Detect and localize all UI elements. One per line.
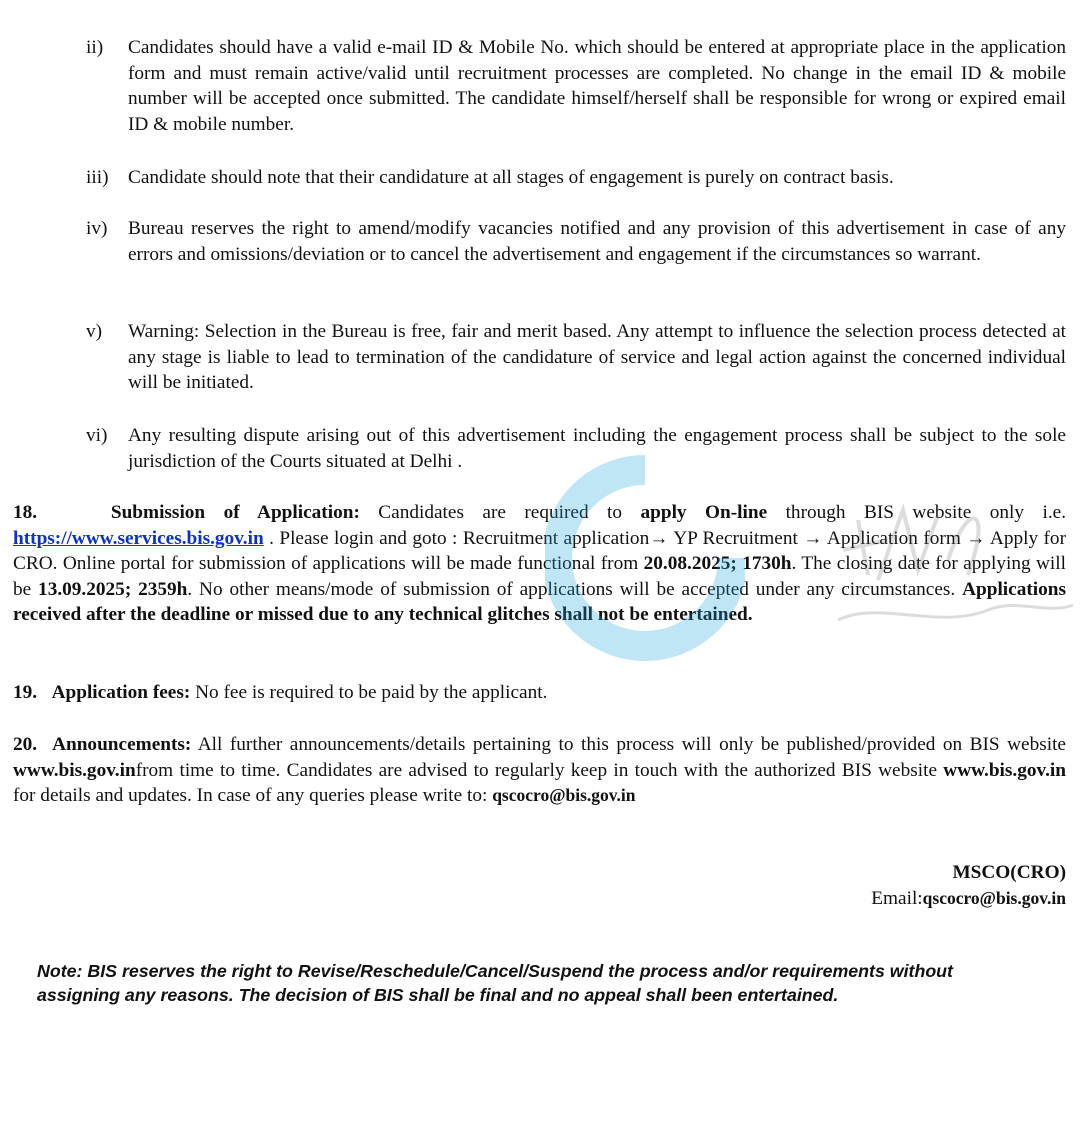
section-number: 20. — [13, 734, 38, 755]
item-text: Any resulting dispute arising out of this advertisement including the engagement process shall be subject to the sole jurisdiction of the Courts situated at Delhi . — [128, 425, 1066, 472]
item-number: iii) — [86, 167, 109, 188]
list-item-ii — [86, 35, 1066, 138]
item-number: ii) — [86, 37, 104, 58]
text-run: . The closing date for applying will be — [13, 553, 1066, 600]
item-number: vi) — [86, 425, 108, 446]
section-number: 18. — [13, 502, 38, 523]
section-20-announcements — [13, 732, 1066, 809]
item-text: Candidates should have a valid e-mail ID & Mobile No. which should be entered at appropriate place in the application form and must remain active/valid until recruitment processes are completed. No change in the email ID & mobile number will be accepted once submitted. The candidate himself/herself shall be responsible for wrong or expired email ID & mobile number. — [128, 37, 1066, 136]
item-text: Candidate should note that their candidature at all stages of engagement is purely on contract basis. — [128, 167, 894, 188]
text-run: . No other means/mode of submission of applications will be accepted under any circumstances. — [187, 578, 963, 600]
list-item-iii — [86, 165, 1066, 191]
text-run: Candidates are required to — [359, 502, 641, 523]
list-item-vi — [86, 423, 1066, 474]
section-heading: Submission of Application: — [110, 502, 360, 523]
website-text: www.bis.gov.in — [943, 759, 1066, 781]
apply-online-text: apply On-line — [640, 502, 768, 523]
text-run: No fee is required to be paid by the applicant. — [190, 682, 548, 703]
item-text: Warning: Selection in the Bureau is free, fair and merit based. Any attempt to influence the selection process detected at any stage is liable to lead to termination of the candidature of service and legal action against the concerned individual will be initiated. — [128, 321, 1066, 394]
section-number: 19. — [13, 682, 38, 703]
query-email: qscocro@bis.gov.in — [492, 785, 636, 806]
signature-block — [871, 860, 1066, 911]
text-run: . Please login and goto : Recruitment application→ YP Recruitment → Application form → Apply for CRO. Online portal for submission of applications will be made functional from — [13, 527, 1066, 575]
section-19-fees — [13, 680, 1066, 706]
section-18-submission — [13, 500, 1066, 628]
signature-designation: MSCO(CRO) — [952, 862, 1066, 883]
portal-link[interactable]: https://www.services.bis.gov.in — [13, 527, 264, 549]
text-run: from time to time. Candidates are advised to regularly keep in touch with the authorized BIS website — [135, 759, 944, 781]
text-run: All further announcements/details pertaining to this process will only be published/provided on BIS website — [191, 734, 1066, 755]
text-run: for details and updates. In case of any queries please write to: — [13, 785, 493, 807]
signature-email: qscocro@bis.gov.in — [922, 887, 1066, 908]
disclaimer-note: Note: BIS reserves the right to Revise/Reschedule/Cancel/Suspend the process and/or requirements without assigning any reasons. The decision of BIS shall be final and no appeal shall been entertained. — [37, 961, 953, 1006]
list-item-v — [86, 319, 1066, 396]
signature-email-label: Email: — [871, 887, 923, 909]
opening-date: 20.08.2025; 1730h — [643, 553, 792, 575]
list-item-iv — [86, 216, 1066, 267]
text-run: through BIS website only i.e. — [767, 502, 1067, 523]
section-heading: Application fees: — [51, 682, 191, 703]
website-text: www.bis.gov.in — [13, 759, 136, 781]
item-number: v) — [86, 321, 103, 342]
deadline-warning: Applications received after the deadline or missed due to any technical glitches shall not be entertained. — [13, 578, 1067, 626]
closing-date: 13.09.2025; 2359h — [38, 578, 188, 600]
item-text: Bureau reserves the right to amend/modify vacancies notified and any provision of this advertisement in case of any errors and omissions/deviation or to cancel the advertisement and engagement if the circumstances so warrant. — [128, 218, 1066, 265]
section-heading: Announcements: — [52, 734, 192, 755]
item-number: iv) — [86, 218, 108, 239]
